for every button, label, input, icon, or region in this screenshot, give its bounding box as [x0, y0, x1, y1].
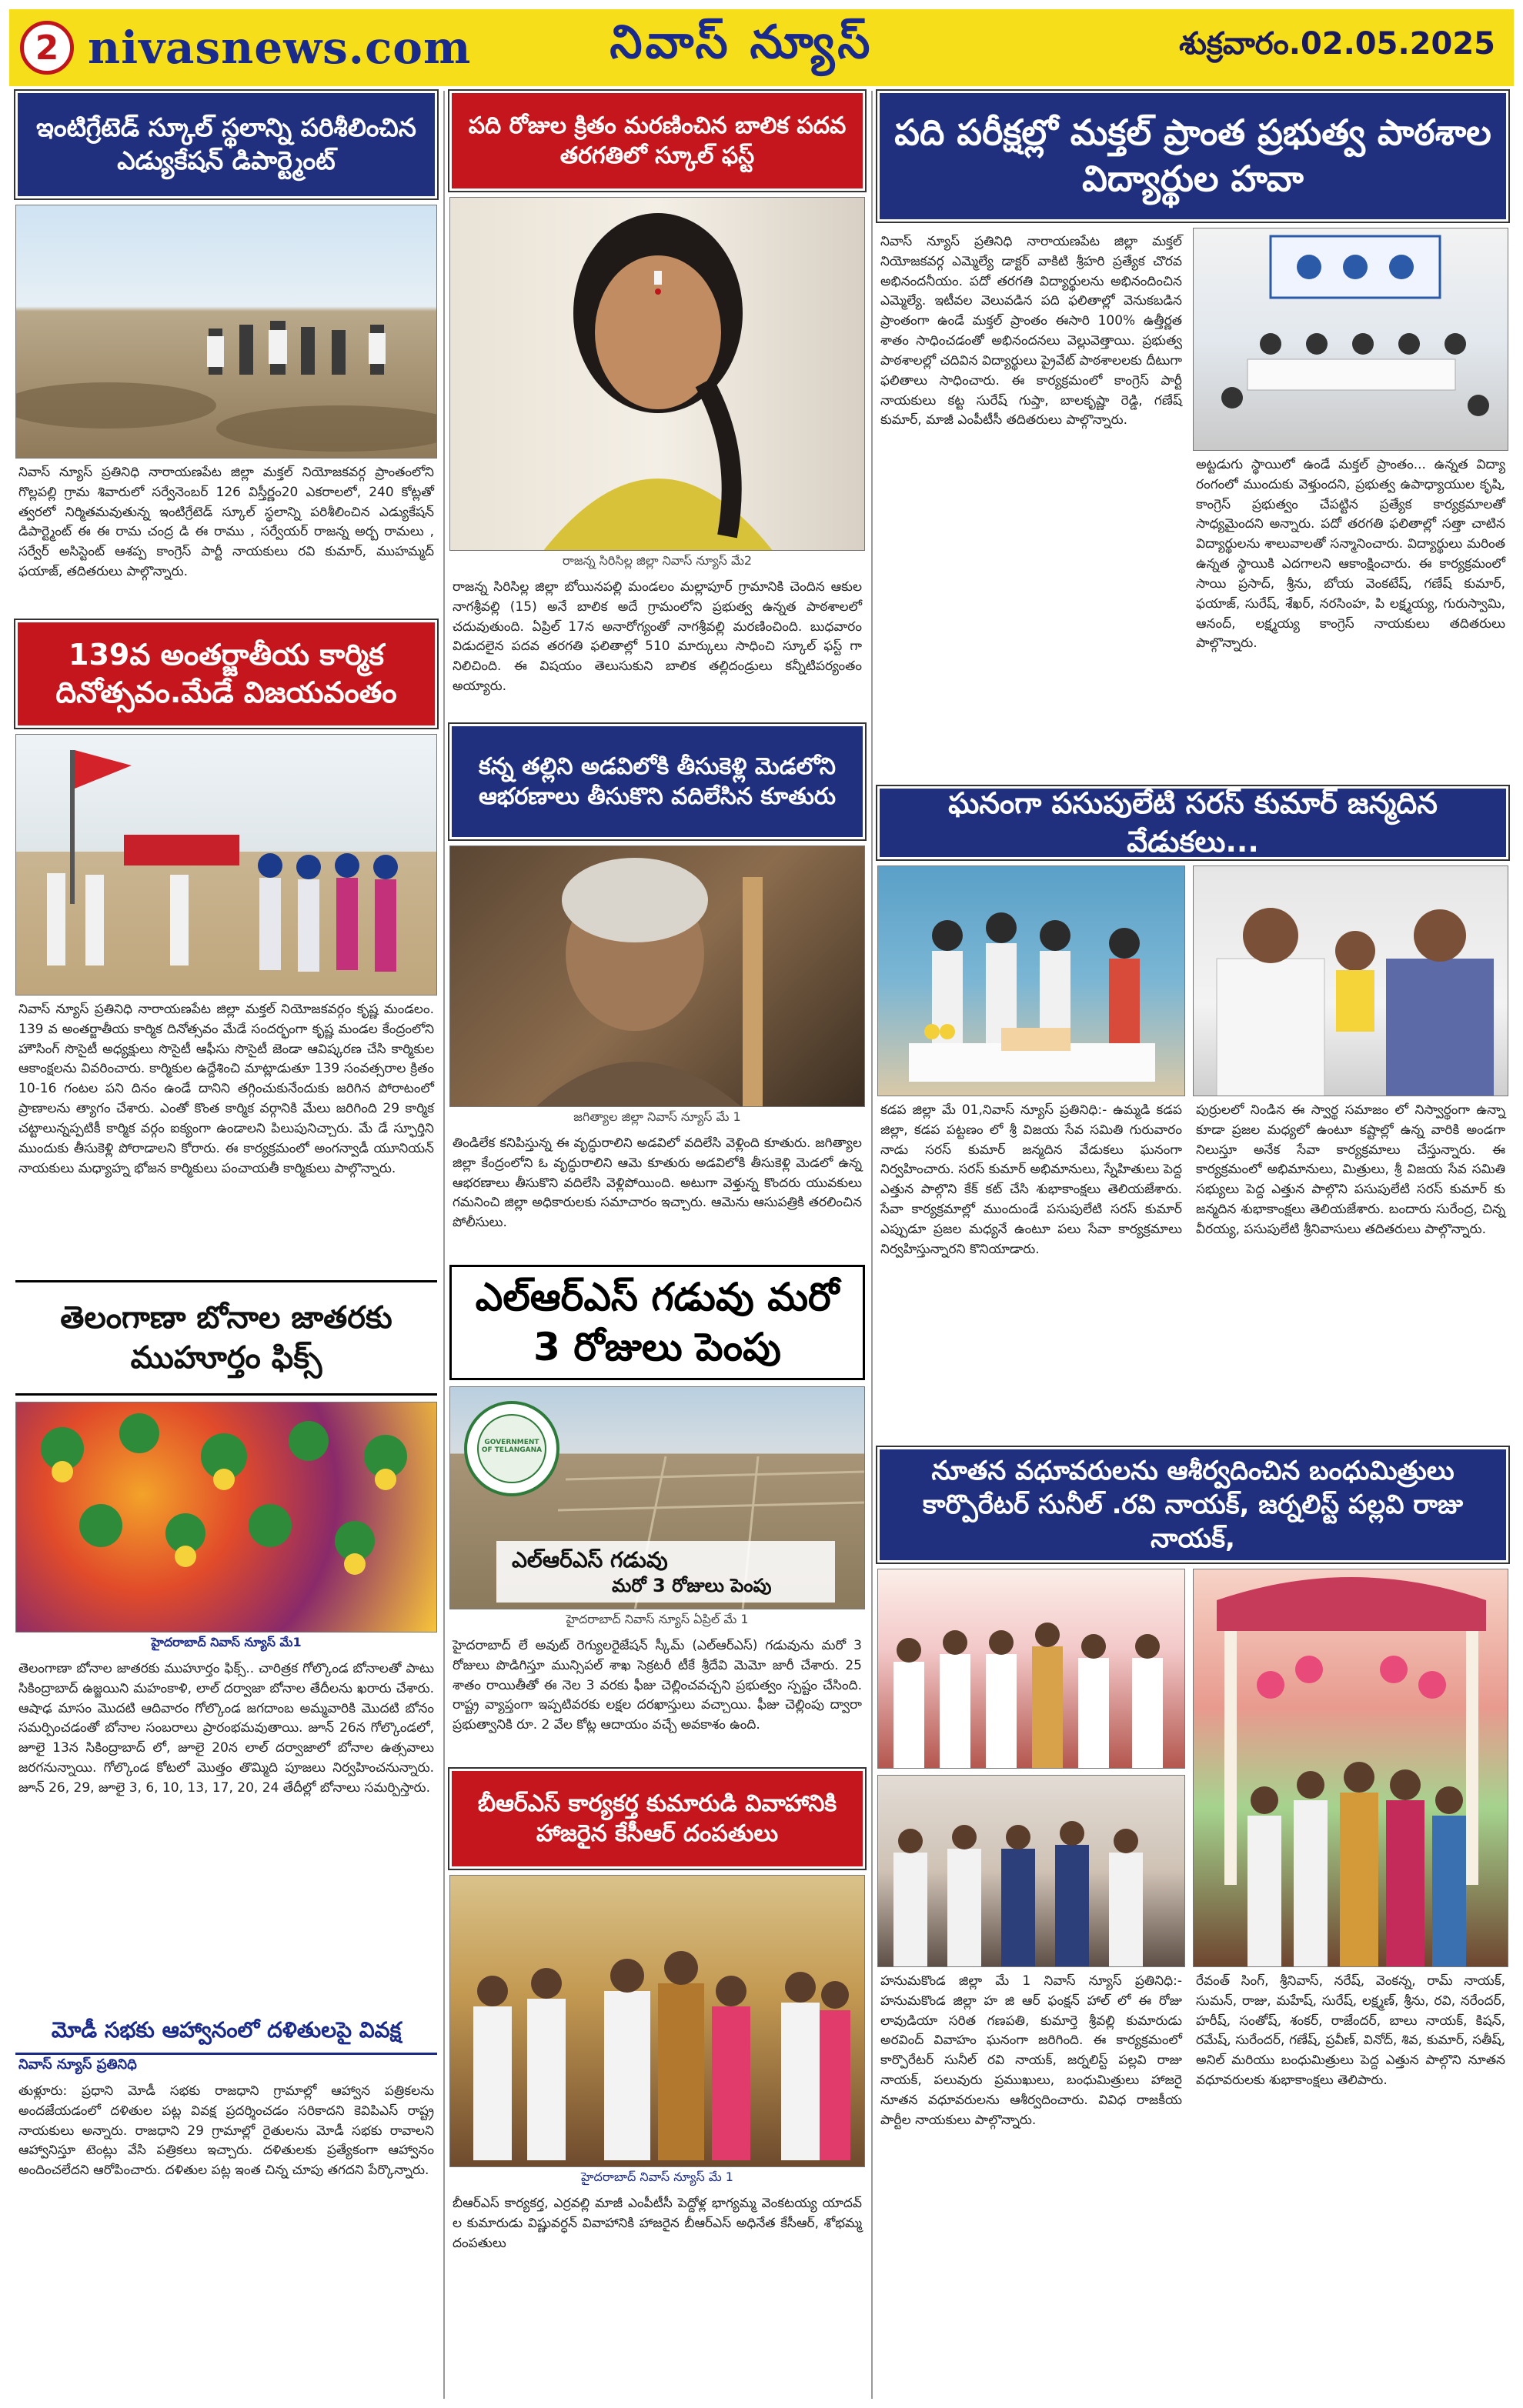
headline-wedding-line2: కార్పొరేటర్ సునీల్ .రవి నాయక్, జర్నలిస్ట్ పల్లవి రాజు నాయక్,: [922, 1489, 1464, 1555]
elderly-woman-graphic: [450, 846, 865, 1107]
photo-school-site: [15, 205, 437, 459]
story-tenth-results-body-left: నివాస్ న్యూస్ ప్రతినిధి నారాయణపేట జిల్లా మక్తల్ నియోజకవర్గ ఎమ్మెల్యే డాక్టర్ వాకిటి శ్రీహరి ప్రత్యేక చొరవ అభినందనీయం. పదో తరగతి విద్యార్థులను అభినందించిన ఎమ్మెల్యే. ఇటీవల వెలువడిన పది ఫలితాల్లో వెనుకబడిన ప్రాంతంగా ఉండే మక్తల్ ప్రాంతం ఈసారి 100% ఉత్తీర్ణత శాతం సాధించడంతో అభినందనలు వెల్లువెత్తాయి. ప్రభుత్వ పాఠశాలల్లో చదివిన విద్యార్థులు ప్రైవేట్ పాఠశాలలకు దీటుగా ఫలితాలు సాధించారు. ఈ కార్యక్రమంలో కాంగ్రెస్ పార్టీ నాయకులు కట్ట సురేష్ గుప్తా, బాలకృష్ణా రెడ్డి, గణేష్ కుమార్, మాజీ ఎంపీటీసీ తదితరులు పాల్గొన్నారు.: [880, 234, 1182, 429]
photo-lrs: [449, 1386, 865, 1609]
wedding-photos-left: [877, 1569, 1185, 1967]
birthday-group-graphic: [1194, 866, 1508, 1096]
column-1: [15, 91, 437, 2331]
photo-wedding-1: [877, 1569, 1185, 1769]
headline-bonalu: తెలంగాణా బోనాల జాతరకు ముహూర్తం ఫిక్స్: [15, 1280, 437, 1396]
caption-kcr-wedding: హైదరాబాద్ నివాస్ న్యూస్ మే 1: [581, 2170, 733, 2184]
column-rule: [443, 91, 445, 2399]
caption-bonalu: హైదరాబాద్ నివాస్ న్యూస్ మే1: [151, 1635, 302, 1649]
story-birthday-body-right: పుర్రులలో నిండిన ఈ స్వార్థ సమాజం లో నిస్వార్థంగా ఉన్నా కూడా ప్రజల మధ్యలో ఉంటూ కష్టాల్లో ఉన్న వారికి అండగా నిలుస్తూ అనేక సేవా కార్యక్రమాలు చేస్తున్నారు. ఈ కార్యక్రమంలో అభిమానులు, మిత్రులు, శ్రీ విజయ సేవ సమితి సభ్యులు పెద్ద ఎత్తున పాల్గొని పసుపులేటి సరస్ కుమార్ కు జన్మదిన శుభాకాంక్షలు తెలియజేశారు. బందారు సురేంద్ర, చిన్న వీరయ్య, పసుపులేటి శ్రీనివాసులు తదితరులు పాల్గొన్నారు.: [1196, 1102, 1505, 1237]
photo-birthday-cake: [877, 865, 1185, 1096]
birthday-photos: [877, 865, 1508, 1096]
photo-may-day-rally: [15, 734, 437, 996]
birthday-text-row: [877, 1096, 1508, 1442]
story-lrs-body: హైదరాబాద్ లే అవుట్ రెగ్యులరైజేషన్ స్కీమ్ (ఎల్ఆర్ఎస్) గడువును మరో 3 రోజులు పొడిగిస్తూ మున్సిపల్ శాఖ సెక్రటరీ టీకే శ్రీదేవి మెమో జారీ చేశారు. 25 శాతం రాయితీతో ఈ నెల 3 వరకు ఫీజు చెల్లించవచ్చని ప్రభుత్వం స్పష్టం చేసింది. రాష్ట్ర వ్యాప్తంగా ఇప్పటివరకు లక్షల దరఖాస్తులు వచ్చాయి. ఫీజు చెల్లింపు ద్వారా ప్రభుత్వానికి రూ. 2 వేల కోట్ల ఆదాయం వచ్చే అవకాశం ఉంది.: [453, 1638, 862, 1733]
story-may-day-body: నివాస్ న్యూస్ ప్రతినిధి నారాయణపేట జిల్లా మక్తల్ నియోజకవర్గం కృష్ణ మండలం. 139 వ అంతర్జాతీయ కార్మిక దినోత్సవం మేడే సందర్భంగా కృష్ణ మండల కేంద్రంలోని హౌసింగ్ సొసైటీ అధ్యక్షులు సొసైటీ ఆఫీసు సొసైటీ జెండా ఆవిష్కరణ చేసి కార్మికుల ఆకాంక్షలను వివరించారు. కార్మికుల ఉద్దేశించి మాట్లాడుతూ 139 సంవత్సరాల క్రితం 10-16 గంటల పని దినం ఉండే దానిని తగ్గించుకునేందుకు జరిగిన పోరాటంలో ప్రాణాలను త్యాగం చేశారు. ఎంతో కొంత కార్మిక వర్గానికి మేలు జరిగింది 29 కార్మిక చట్టాలున్నప్పటికీ కార్మిక వర్గం ఐక్యంగా ఉండాలని పిలుపునిచ్చారు. మే డే స్ఫూర్తిని ముందుకు తీసుకెళ్లి పోరాడాలని కోరారు. ఈ కార్యక్రమంలో అంగన్వాడీ యూనియన్ నాయకులు మధ్యాహ్న భోజన కార్మికులు పంచాయతీ కార్మికులు పాల్గొన్నారు.: [18, 1002, 434, 1176]
story-mother-body: తిండిలేక కనిపిస్తున్న ఈ వృద్ధురాలిని అడవిలో వదిలేసి వెళ్లింది కూతురు. జగిత్యాల జిల్లా కేంద్రంలోని ఓ వృద్ధురాలిని ఆమె కూతురు అడవిలోకి తీసుకెళ్లి మెడలో ఉన్న ఆభరణాలు తీసుకొని వదిలేసి వెళ్లిపోయింది. అటుగా వెళ్తున్న కొందరు యువకులు గమనించి జిల్లా అధికారులకు సమాచారం ఇచ్చారు. ఆమెను ఆసుపత్రికి తరలించిన పోలీసులు.: [453, 1136, 862, 1231]
caption-elderly-woman: జగిత్యాల జిల్లా నివాస్ న్యూస్ మే 1: [573, 1109, 741, 1124]
photo-girl-portrait: [449, 197, 865, 551]
headline-may-day: 139వ అంతర్జాతీయ కార్మిక దినోత్సవం.మేడే విజయవంతం: [15, 620, 437, 728]
photo-wedding-2: [877, 1775, 1185, 1967]
headline-lrs-extension: ఎల్ఆర్ఎస్ గడువు మరో 3 రోజులు పెంపు: [449, 1265, 865, 1380]
column-3: [877, 91, 1508, 2183]
photo-bonalu: [15, 1402, 437, 1633]
meeting-room-graphic: [1194, 228, 1508, 451]
rally-crowd-graphic: [16, 735, 437, 996]
wedding-group-graphic: [450, 1876, 865, 2167]
paper-name: నివాస్ న్యూస్: [610, 15, 873, 69]
caption-lrs: హైదరాబాద్ నివాస్ న్యూస్ ఏప్రిల్ మే 1: [566, 1612, 749, 1626]
story-tenth-results-body-right: అట్టడుగు స్థాయిలో ఉండే మక్తల్ ప్రాంతం... ఉన్నత విద్యా రంగంలో ముందుకు వెళ్తుందని, ప్రభుత్వ ఉపాధ్యాయుల కృషి, కాంగ్రెస్ ప్రభుత్వం చేపట్టిన ప్రత్యేక కార్యక్రమాలతో సాధ్యమైందని అన్నారు. పదో తరగతి ఫలితాల్లో సత్తా చాటిన విద్యార్థులను శాలువాలతో సన్మానించారు. విద్యార్థులు మరింత ఉన్నత స్థాయికి ఎదగాలని ఆకాంక్షించారు. ఈ కార్యక్రమంలో సాయి ప్రసాద్, శ్రీను, బోయ వెంకటేష్, గణేష్ కుమార్, ఫయాజ్, సురేష్, శేఖర్, నరసింహ, పి లక్ష్మయ్య, గురుస్వామి, ఆనంద్, లక్ష్మయ్య కాంగ్రెస్ నాయకులు తదితరులు పాల్గొన్నారు.: [1196, 457, 1505, 652]
photo-birthday-group: [1193, 865, 1508, 1096]
headline-mother-abandoned: కన్న తల్లిని అడవిలోకి తీసుకెళ్లి మెడలోని ఆభరణాలు తీసుకొని వదిలేసిన కూతురు: [449, 724, 865, 839]
story-girl-body: రాజన్న సిరిసిల్ల జిల్లా బోయినపల్లి మండలం మల్లాపూర్ గ్రామానికి చెందిన ఆకుల నాగశ్రీవల్లి (15) అనే బాలిక అదే గ్రామంలోని ప్రభుత్వ ఉన్నత పాఠశాలలో చదువుతుంది. ఏప్రిల్ 17న అనారోగ్యంతో నాగశ్రీవల్లి మరణించింది. బుధవారం విడుదలైన పదవ తరగతి ఫలితాల్లో 510 మార్కులు సాధించి స్కూల్ ఫస్ట్ గా నిలిచింది. ఈ విషయం తెలుసుకుని బాలిక తల్లిదండ్రులు కన్నీటిపర్యంతం అయ్యారు.: [453, 579, 862, 695]
mandap-couple-graphic: [1194, 1569, 1508, 1967]
column-2: [449, 91, 865, 2282]
story-integrated-school-body: నివాస్ న్యూస్ ప్రతినిధి నారాయణపేట జిల్లా మక్తల్ నియోజకవర్గ ప్రాంతంలోని గొల్లపల్లి గ్రామ శివారులో సర్వేనెంబర్ 126 విస్తీర్ణం20 ఎకరాలలో, 240 కోట్లతో త్వరలో నిర్మితమవుతున్న ఇంటిగ్రేటెడ్ స్కూల్ స్థలాన్ని పరిశీలించిన ఎడ్యుకేషన్ డిపార్ట్మెంట్ ఈ ఈ రామ చంద్ర డి ఈ రాము , సర్వేయర్ రాజన్న అర్బ రామలు , సర్వేర్ అసిస్టెంట్ ఆశప్ప కాంగ్రెస్ పార్టీ నాయకులు రవి కుమార్, ముహమ్మద్ ఫయాజ్, తదితరులు పాల్గొన్నారు.: [18, 465, 434, 580]
photo-kcr-wedding: [449, 1875, 865, 2167]
tenth-results-right: [1193, 228, 1508, 782]
seal-text: GOVERNMENT OF TELANGANA: [481, 1439, 543, 1454]
headline-wedding-blessings: [877, 1447, 1508, 1563]
headline-tenth-results: పది పరీక్షల్లో మక్తల్ ప్రాంత ప్రభుత్వ పాఠశాల విద్యార్థుల హవా: [877, 91, 1508, 222]
headline-kcr-wedding: బీఆర్ఎస్ కార్యకర్త కుమారుడి వివాహానికి హాజరైన కేసీఆర్ దంపతులు: [449, 1769, 865, 1869]
story-kcr-body: బీఆర్ఎస్ కార్యకర్త, ఎర్రవల్లి మాజీ ఎంపీటీసీ పెద్దోళ్ల భాగ్యమ్మ వెంకటయ్య యాదవ్ ల కుమారుడు విష్ణువర్ధన్ వివాహానికి హాజరైన బీఆర్ఎస్ అధినేత కేసీఆర్, శోభమ్మ దంపతులు: [453, 2196, 862, 2251]
story-birthday-body-left: కడప జిల్లా మే 01,నివాస్ న్యూస్ ప్రతినిధి:- ఉమ్మడి కడప జిల్లా, కడప పట్టణం లో శ్రీ విజయ సేవ సమితి గురువారం నాడు సరస్ కుమార్ జన్మదిన వేడుకలు ఘనంగా నిర్వహించారు. సరస్ కుమార్ అభిమానులు, స్నేహితులు పెద్ద ఎత్తున పాల్గొని కేక్ కట్ చేసి శుభాకాంక్షలు తెలియజేశారు. సేవా కార్యక్రమాల్లో ముందుండే పసుపులేటి సరస్ కుమార్ ఎప్పుడూ ప్రజల మధ్యనే ఉంటూ పలు సేవా కార్యక్రమాలు నిర్వహిస్తున్నారని కొనియాడారు.: [880, 1102, 1182, 1257]
masthead: [9, 9, 1514, 86]
tenth-results-row: [877, 228, 1508, 782]
headline-modi-meeting: మోడీ సభకు ఆహ్వానంలో దళితులపై వివక్ష: [15, 2009, 437, 2055]
lrs-overlay-line2: మరో 3 రోజులు పెంపు: [612, 1575, 772, 1596]
people-inspecting-land-graphic: [16, 205, 437, 459]
wedding-guests-graphic: [878, 1569, 1185, 1769]
bonalu-pots-graphic: [16, 1402, 437, 1633]
lrs-overlay-line1: ఎల్ఆర్ఎస్ గడువు: [512, 1547, 668, 1573]
headline-wedding-line1: నూతన వధూవరులను ఆశీర్వదించిన బంధుమిత్రులు: [931, 1455, 1455, 1486]
story-wedding-body-right: రేవంత్ సింగ్, శ్రీనివాస్, నరేష్, వెంకన్న, రామ్ నాయక్, సుమన్, రాజు, మహేష్, సురేష్, లక్ష్మణ్, శ్రీను, రవి, నరేందర్, హరీష్, సంతోష్, శంకర్, రాజేందర్, బాలు నాయక్, కిషన్, రమేష్, సురేందర్, గణేష్, ప్రవీణ్, వినోద్, శివ, కుమార్, సతీష్, అనిల్ మరియు బంధుమిత్రులు పెద్ద ఎత్తున పాల్గొని నూతన వధూవరులకు శుభాకాంక్షలు తెలిపారు.: [1196, 1973, 1505, 2089]
photo-elderly-woman: [449, 845, 865, 1107]
site-name[interactable]: nivasnews.com: [88, 22, 472, 74]
photo-wedding-mandap: [1193, 1569, 1508, 1967]
wedding-family-graphic: [878, 1776, 1185, 1967]
story-bonalu-body: తెలంగాణా బోనాల జాతరకు ముహూర్తం ఫిక్స్.. చారిత్రక గోల్కొండ బోనాలతో పాటు సికింద్రాబాద్ ఉజ్జయిని మహంకాళి, లాల్ దర్వాజా బోనాల తేదీలను ఖరారు చేశారు. ఆషాఢ మాసం మొదటి ఆదివారం గోల్కొండ జగదాంబ అమ్మవారికి మొదటి బోనం సమర్పించడంతో బోనాల సంబరాలు ప్రారంభమవుతాయి. జూన్ 26న గోల్కొండలో, జూలై 13న సికింద్రాబాద్ లో, జూలై 20న లాల్ దర్వాజాలో బోనాల ఉత్సవాలు జరగనున్నాయి. గోల్కొండ కోటలో మొత్తం తొమ్మిది పూజలు నిర్వహించనున్నారు. జూన్ 26, 29, జూలై 3, 6, 10, 13, 17, 20, 24 తేదీల్లో బోనాలు సమర్పిస్తారు.: [18, 1661, 434, 1796]
wedding-photos: [877, 1569, 1508, 1967]
column-rule: [871, 91, 873, 2399]
dateline: శుక్రవారం.02.05.2025: [1179, 26, 1495, 62]
cake-cutting-graphic: [878, 866, 1185, 1096]
story-modi-meeting-body: తుళ్లూరు: ప్రధాని మోడీ సభకు రాజధాని గ్రామాల్లో ఆహ్వాన పత్రికలను అందజేయడంలో దళితుల పట్ల వివక్ష ప్రదర్శించడం సరికాదని కెవిపిఎస్ రాష్ట్ర నాయకులు అన్నారు. రాజధాని 29 గ్రామాల్లో రైతులను మోడీ సభకు రావాలని ఆహ్వానిస్తూ టెంట్లు వేసి పత్రికలు ఇచ్చారు. దళితులకు ప్రత్యేకంగా ఆహ్వానం అందించలేదని ఆరోపించారు. దళితుల పట్ల ఇంత చిన్న చూపు తగదని పేర్కొన్నారు.: [18, 2083, 434, 2179]
page-number: 2: [20, 21, 74, 75]
wedding-text-row: [877, 1967, 1508, 2183]
photo-tenth-results-meeting: [1193, 228, 1508, 451]
girl-portrait-graphic: [450, 198, 865, 551]
headline-saras-kumar-birthday: ఘనంగా పసుపులేటి సరస్ కుమార్ జన్మదిన వేడుకలు...: [877, 786, 1508, 859]
byline-modi-meeting: నివాస్ న్యూస్ ప్రతినిధి: [18, 2056, 137, 2073]
caption-girl: రాజన్న సిరిసిల్ల జిల్లా నివాస్ న్యూస్ మే2: [562, 553, 753, 568]
story-wedding-body-left: హనుమకొండ జిల్లా మే 1 నివాస్ న్యూస్ ప్రతినిధి:- హనుమకొండ జిల్లా హ జి ఆర్ ఫంక్షన్ హాల్ లో ఈ రోజు లావుడియా సరిత గణపతి, కుమార్తె శ్రీవల్లి కుమారుడు అరవింద్ వివాహం ఘనంగా జరిగింది. ఈ కార్యక్రమంలో కార్పొరేటర్ సునీల్ రవి నాయక్, జర్నలిస్ట్ పల్లవి రాజు నాయక్, పలువురు ప్రముఖులు, బంధుమిత్రులు హాజరై నూతన వధూవరులను ఆశీర్వదించారు. వివిధ రాజకీయ పార్టీల నాయకులు పాల్గొన్నారు.: [880, 1973, 1182, 2128]
headline-girl-school-first: పది రోజుల క్రితం మరణించిన బాలిక పదవ తరగతిలో స్కూల్ ఫస్ట్: [449, 91, 865, 191]
headline-integrated-school: ఇంటిగ్రేటెడ్ స్కూల్ స్థలాన్ని పరిశీలించిన ఎడ్యుకేషన్ డిపార్ట్మెంట్: [15, 91, 437, 198]
